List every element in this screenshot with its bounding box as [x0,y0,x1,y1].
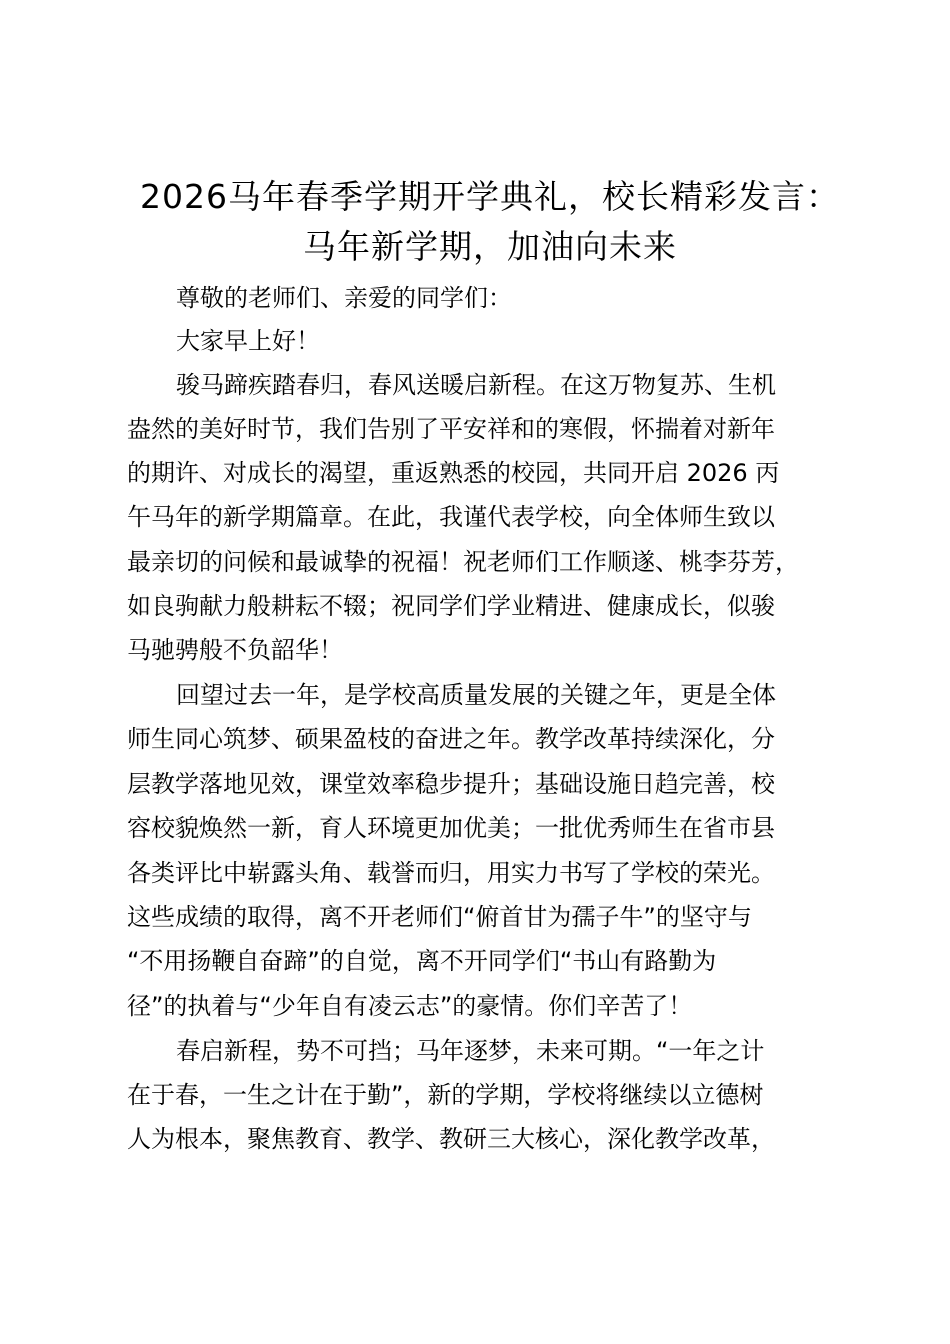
document-title-line-1: 2026马年春季学期开学典礼，校长精彩发言： [140,177,840,216]
paragraph-1-line: 马驰骋般不负韶华！ [127,636,343,664]
paragraph-2-line: 师生同心筑梦、硕果盈枝的奋进之年。教学改革持续深化，分 [127,725,775,753]
paragraph-3-line: 春启新程，势不可挡；马年逐梦，未来可期。“一年之计 [176,1037,765,1065]
greeting: 大家早上好！ [176,327,320,355]
paragraph-3-line: 人为根本，聚焦教育、教学、教研三大核心，深化教学改革， [127,1125,775,1153]
paragraph-1-line: 骏马蹄疾踏春归，春风送暖启新程。在这万物复苏、生机 [176,371,776,399]
paragraph-2-line: 回望过去一年，是学校高质量发展的关键之年，更是全体 [176,681,776,709]
paragraph-2-line: 各类评比中崭露头角、载誉而归，用实力书写了学校的荣光。 [127,859,775,887]
paragraph-2-line: 容校貌焕然一新，育人环境更加优美；一批优秀师生在省市县 [127,814,775,842]
paragraph-1-line: 的期许、对成长的渴望，重返熟悉的校园，共同开启 2026 丙 [127,459,780,487]
salutation: 尊敬的老师们、亲爱的同学们： [176,284,512,312]
paragraph-2-line: 这些成绩的取得，离不开老师们“俯首甘为孺子牛”的坚守与 [127,903,752,931]
paragraph-3-line: 在于春，一生之计在于勤”，新的学期，学校将继续以立德树 [127,1081,764,1109]
paragraph-1-line: 盎然的美好时节，我们告别了平安祥和的寒假，怀揣着对新年 [127,415,775,443]
paragraph-1-line: 如良驹献力般耕耘不辍；祝同学们学业精进、健康成长，似骏 [127,592,775,620]
paragraph-2-line: 层教学落地见效，课堂效率稳步提升；基础设施日趋完善，校 [127,770,775,798]
paragraph-2-line: 径”的执着与“少年自有凌云志”的豪情。你们辛苦了！ [127,992,693,1020]
paragraph-2-line: “不用扬鞭自奋蹄”的自觉，离不开同学们“书山有路勤为 [127,947,717,975]
paragraph-1-line: 最亲切的问候和最诚挚的祝福！祝老师们工作顺遂、桃李芬芳， [127,548,799,576]
paragraph-1-line: 午马年的新学期篇章。在此，我谨代表学校，向全体师生致以 [127,503,775,531]
document-title-line-2: 马年新学期，加油向未来 [303,227,677,266]
